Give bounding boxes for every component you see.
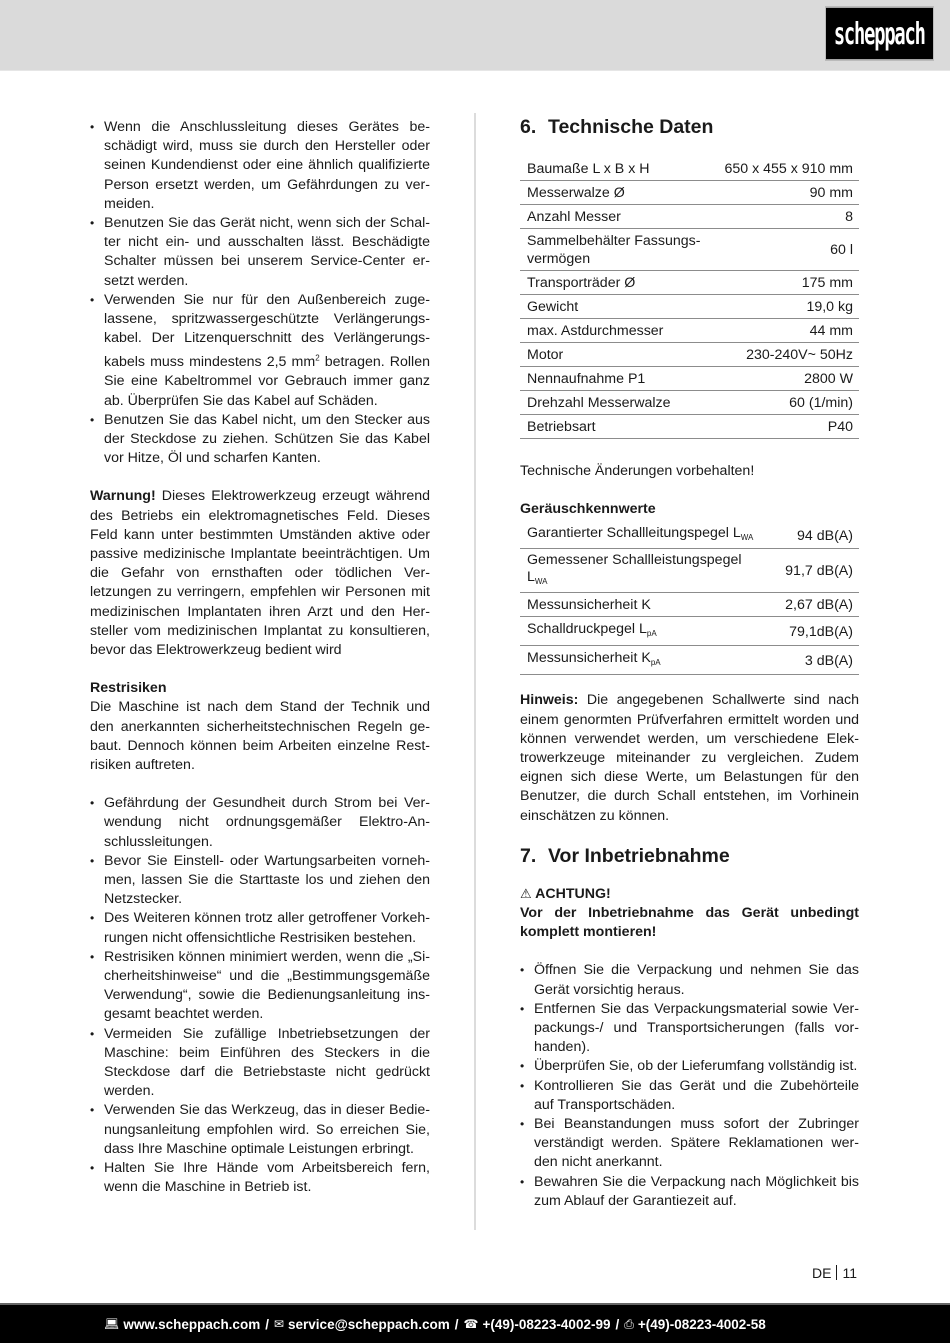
column-divider	[474, 113, 476, 1230]
table-row: max. Astdurchmesser 44 mm	[520, 319, 859, 343]
changes-note: Technische Änderungen vorbehalten!	[520, 463, 755, 479]
scheppach-logo: scheppach	[825, 7, 934, 61]
table-row: Messunsicherheit $K_{pA}$ 3 dB(A)	[520, 646, 859, 675]
table-row: Messerwalze Ø 90 mm	[520, 181, 859, 205]
technical-data-table	[520, 157, 859, 439]
list-item: • Vermeiden Sie zufällige Inbetriebsetzungen der Maschine: beim Einführen des Steckers in die Steckdose darf die Betriebstaste nicht gedrückt werden.	[90, 1025, 430, 1102]
list-item: • Verwenden Sie das Werkzeug, das in dieser Bedie-nungsanleitung empfohlen wird. So erreichen Sie, dass Ihre Maschine optimale Leistungen erbringt.	[90, 1101, 430, 1159]
before-use-list	[520, 961, 859, 1211]
list-item: • Bewahren Sie die Verpackung nach Möglichkeit bis zum Ablauf der Garantiezeit auf.	[520, 1173, 859, 1211]
list-item: • Halten Sie Ihre Hände vom Arbeitsbereich fern, wenn die Maschine in Betrieb ist.	[90, 1159, 430, 1197]
footer-email[interactable]: ✉︎ service@scheppach.com	[273, 1316, 450, 1332]
footer-phone: ☎︎ +(49)-08223-4002-99	[463, 1316, 611, 1332]
right-column	[520, 115, 859, 1211]
residual-risks-list	[90, 794, 430, 1197]
table-row: Motor 230-240V~ 50Hz	[520, 343, 859, 367]
list-item	[90, 291, 430, 411]
footer-website[interactable]: 💻︎ www.scheppach.com	[104, 1316, 261, 1332]
warning-label: Warnung!	[90, 488, 156, 505]
safety-bullets	[90, 118, 430, 468]
list-item: • Restrisiken können minimiert werden, wenn die „Si-cherheitshinweise“ und die „Bestimmungsgemäße Verwendung“, sowie die Bedienungsanleitung ins-gesamt beachtet werden.	[90, 948, 430, 1025]
warning-triangle-icon: ⚠	[520, 885, 532, 901]
list-item: • Wenn die Anschlussleitung dieses Gerätes be-schädigt wird, muss sie durch den Hersteller oder seinen Kundendienst oder eine ähnlich qualifizierte Person ersetzt werden, um Gefährdungen zu ver-meiden.	[90, 118, 430, 214]
table-row: Messunsicherheit K 2,67 dB(A)	[520, 593, 859, 617]
table-row: Anzahl Messer 8	[520, 205, 859, 229]
emf-warning	[90, 487, 430, 660]
section-6-heading: 6. Technische Daten	[520, 116, 714, 138]
phone-icon: ☎︎	[463, 1317, 479, 1331]
table-row: Sammelbehälter Fassungs-vermögen 60 l	[520, 229, 859, 271]
achtung-text: Vor der Inbetriebnahme das Gerät unbedingt komplett montieren!	[520, 905, 859, 941]
list-item: • Gefährdung der Gesundheit durch Strom bei Ver-wendung nicht ordnungsgemäßer Elektro-An-schlussleitungen.	[90, 794, 430, 852]
table-row: Transporträder Ø 175 mm	[520, 271, 859, 295]
noise-heading: Geräuschkennwerte	[520, 501, 656, 518]
page-number: DE 11	[812, 1265, 857, 1281]
residual-risks-heading: Restrisiken	[90, 680, 167, 697]
page-number-separator	[836, 1265, 837, 1280]
warning-text: Dieses Elektrowerkzeug erzeugt während des Betriebs ein elektromagnetisches Feld. Dieses Feld kann unter bestimmten Umständen aktive oder passive medizinische Implantate beeinträchtigen. Um die Gefahr von ernsthaften oder tödlichen Ver-letzungen zu verringern, empfehlen wir Personen mit medizinischen Implantaten ihren Arzt und den Her-steller vom medizinischen Implantat zu konsultieren, bevor das Elektrowerkzeug bedient wird	[90, 488, 430, 659]
list-item: • Benutzen Sie das Gerät nicht, wenn sich der Schal-ter nicht ein- und ausschalten lässt. Beschädigte Schalter müssen bei unserem Service-Center er-setzt werden.	[90, 214, 430, 291]
computer-icon: 💻︎	[104, 1317, 120, 1331]
hint-label: Hinweis:	[520, 692, 579, 709]
achtung-title: ⚠ ACHTUNG!	[520, 885, 611, 902]
list-item: • Entfernen Sie das Verpackungsmaterial sowie Ver-packungs-/ und Transportsicherungen (falls vor-handen).	[520, 1000, 859, 1058]
table-row: Nennaufnahme P1 2800 W	[520, 367, 859, 391]
table-row: Betriebsart P40	[520, 415, 859, 439]
residual-risks-intro: Die Maschine ist nach dem Stand der Technik und den anerkannten sicherheitstechnischen Regeln ge-baut. Dennoch können beim Arbeiten einzelne Rest-risiken auftreten.	[90, 699, 430, 774]
table-row: Garantierter Schallleitungspegel $L_{WA}$ 94 dB(A)	[520, 522, 859, 549]
list-item-text: Verwenden Sie nur für den Außenbereich zuge-lassene, spritzwassergeschützte Verlängerungs-kabel. Der Litzenquerschnitt des Verlängerungs-kabels muss mindestens 2,5 $mm^2$ betragen. Rollen Sie eine Kabeltrommel vor Gebrauch immer ganz ab. Überprüfen Sie das Kabel auf Schäden.	[104, 291, 430, 409]
list-item: • Überprüfen Sie, ob der Lieferumfang vollständig ist.	[520, 1057, 859, 1076]
page-header	[0, 0, 950, 71]
list-item: • Des Weiteren können trotz aller getroffener Vorkeh-rungen nicht offensichtliche Restrisiken bestehen.	[90, 909, 430, 947]
table-row: Schalldruckpegel $L_{pA}$ 79,1dB(A)	[520, 617, 859, 646]
list-item: • Kontrollieren Sie das Gerät und die Zubehörteile auf Transportschäden.	[520, 1077, 859, 1115]
list-item: • Benutzen Sie das Kabel nicht, um den Stecker aus der Steckdose zu ziehen. Schützen Sie das Kabel vor Hitze, Öl und scharfen Kanten.	[90, 411, 430, 469]
table-row: Baumaße L x B x H 650 x 455 x 910 mm	[520, 157, 859, 181]
list-item: • Öffnen Sie die Verpackung und nehmen Sie das Gerät vorsichtig heraus.	[520, 961, 859, 999]
table-row: Drehzahl Messerwalze 60 (1/min)	[520, 391, 859, 415]
fax-icon: ⎙	[624, 1316, 634, 1331]
table-row: Gemessener Schallleistungspegel $L_{WA}$ 91,7 dB(A)	[520, 549, 859, 593]
table-row: Gewicht 19,0 kg	[520, 295, 859, 319]
section-7-heading: 7. Vor Inbetriebnahme	[520, 844, 730, 867]
list-item: • Bei Beanstandungen muss sofort der Zubringer verständigt werden. Spätere Reklamationen wer-den nicht anerkannt.	[520, 1115, 859, 1173]
mail-icon: ✉︎	[273, 1317, 285, 1331]
footer-fax: ⎙ +(49)-08223-4002-58	[624, 1316, 766, 1332]
noise-hint: Hinweis: Die angegebenen Schallwerte sind nach einem genormten Prüfverfahren ermittelt worden und können verwendet werden, um verschiedene Elek-trowerkzeuge miteinander zu vergleichen. Zudem eignen sich diese Werte, um Belastungen für den Benutzer, die durch Schall entstehen, im Vorhinein einschätzen zu können.	[520, 692, 859, 824]
noise-table	[520, 522, 859, 675]
list-item: • Bevor Sie Einstell- oder Wartungsarbeiten vorneh-men, lassen Sie die Starttaste los und ziehen den Netzstecker.	[90, 852, 430, 910]
left-column	[90, 118, 430, 1198]
page-footer: 💻︎ www.scheppach.com / ✉︎ service@scheppach.com / ☎︎ +(49)-08223-4002-99 / ⎙ +(49)-08223-4002-58	[0, 1303, 950, 1343]
